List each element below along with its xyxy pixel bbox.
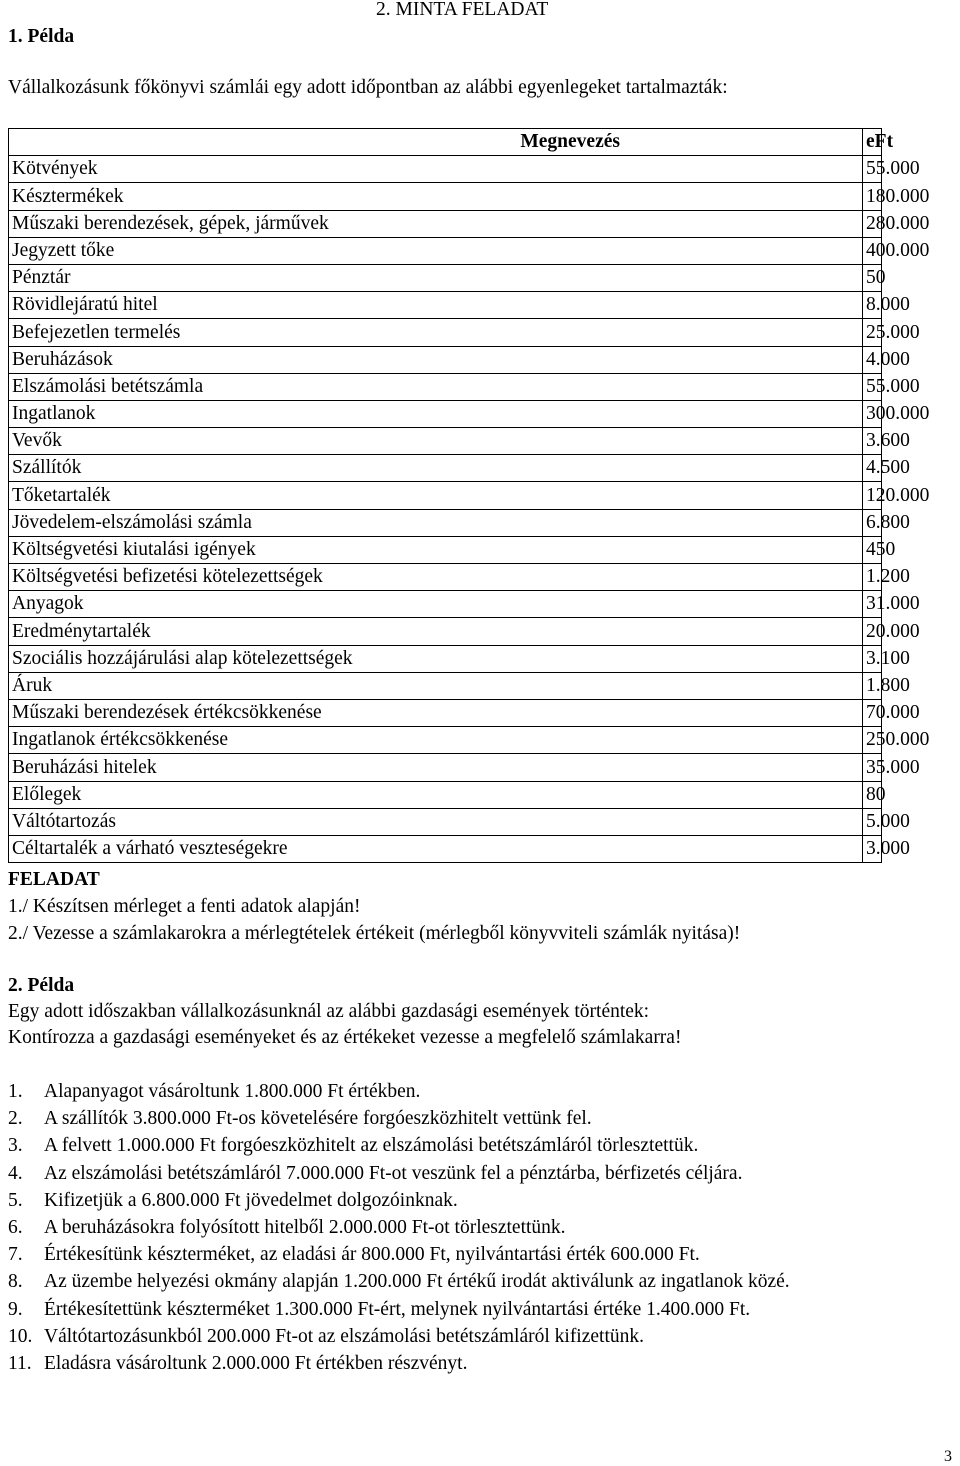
row-value: 35.000	[863, 754, 882, 781]
row-name: Kötvények	[9, 156, 863, 183]
table-row	[9, 319, 882, 346]
list-item	[8, 1241, 790, 1268]
row-value: 55.000	[863, 373, 882, 400]
example-2-heading: 2. Példa	[8, 975, 75, 996]
table-row	[9, 536, 882, 563]
event-text: Váltótartozásunkból 200.000 Ft-ot az elszámolási betétszámláról kifizettünk.	[44, 1325, 644, 1347]
table-row	[9, 455, 882, 482]
row-name: Pénztár	[9, 264, 863, 291]
table-row	[9, 645, 882, 672]
event-text: Eladásra vásároltunk 2.000.000 Ft értékben részvényt.	[44, 1352, 468, 1374]
row-name: Ingatlanok	[9, 400, 863, 427]
list-item	[8, 1078, 790, 1105]
row-value: 70.000	[863, 699, 882, 726]
row-name: Jegyzett tőke	[9, 237, 863, 264]
table-row	[9, 210, 882, 237]
event-number: 7.	[8, 1244, 23, 1266]
table-row	[9, 373, 882, 400]
row-name: Szállítók	[9, 455, 863, 482]
event-text: A beruházásokra folyósított hitelből 2.000.000 Ft-ot törlesztettünk.	[44, 1216, 566, 1238]
row-value: 55.000	[863, 156, 882, 183]
event-list	[8, 1078, 790, 1377]
row-name: Anyagok	[9, 591, 863, 618]
row-value: 250.000	[863, 727, 882, 754]
list-item	[8, 1160, 790, 1187]
row-name: Ingatlanok értékcsökkenése	[9, 727, 863, 754]
row-value: 300.000	[863, 400, 882, 427]
header-name: Megnevezés	[9, 129, 863, 156]
row-name: Beruházások	[9, 346, 863, 373]
row-name: Vevők	[9, 428, 863, 455]
list-item	[8, 1323, 790, 1350]
row-name: Jövedelem-elszámolási számla	[9, 509, 863, 536]
example-2-intro-2: Kontírozza a gazdasági eseményeket és az értékeket vezesse a megfelelő számlakarra!	[8, 1027, 682, 1048]
row-value: 1.200	[863, 564, 882, 591]
row-name: Rövidlejáratú hitel	[9, 292, 863, 319]
row-value: 1.800	[863, 672, 882, 699]
row-value: 6.800	[863, 509, 882, 536]
table-row	[9, 400, 882, 427]
minta-title: 2. MINTA FELADAT	[376, 0, 549, 20]
row-name: Áruk	[9, 672, 863, 699]
task-item-2: 2./ Vezesse a számlakarokra a mérlegtételek értékeit (mérlegből könyvviteli számlák nyitása)!	[8, 923, 741, 944]
table-row	[9, 618, 882, 645]
table-row	[9, 564, 882, 591]
row-value: 3.600	[863, 428, 882, 455]
table-row	[9, 835, 882, 862]
row-name: Tőketartalék	[9, 482, 863, 509]
table-row	[9, 727, 882, 754]
event-text: A szállítók 3.800.000 Ft-os követelésére forgóeszközhitelt vettünk fel.	[44, 1108, 592, 1130]
row-value: 280.000	[863, 210, 882, 237]
event-number: 10.	[8, 1325, 33, 1347]
row-value: 20.000	[863, 618, 882, 645]
row-value: 4.500	[863, 455, 882, 482]
task-title: FELADAT	[8, 869, 100, 890]
event-text: Az elszámolási betétszámláról 7.000.000 Ft-ot veszünk fel a pénztárba, bérfizetés céljára.	[44, 1162, 743, 1184]
event-number: 4.	[8, 1162, 23, 1184]
list-item	[8, 1214, 790, 1241]
row-value: 400.000	[863, 237, 882, 264]
event-number: 2.	[8, 1108, 23, 1130]
row-name: Műszaki berendezések értékcsökkenése	[9, 699, 863, 726]
row-name: Szociális hozzájárulási alap kötelezettségek	[9, 645, 863, 672]
event-number: 8.	[8, 1271, 23, 1293]
event-text: Értékesítettünk készterméket 1.300.000 Ft-ért, melynek nyilvántartási értéke 1.400.000 Ft.	[44, 1298, 751, 1320]
row-value: 80	[863, 781, 882, 808]
list-item	[8, 1132, 790, 1159]
row-value: 8.000	[863, 292, 882, 319]
task-item-1: 1./ Készítsen mérleget a fenti adatok alapján!	[8, 896, 361, 917]
table-row	[9, 591, 882, 618]
table-body	[9, 156, 930, 863]
table-row	[9, 237, 882, 264]
row-value: 450	[863, 536, 882, 563]
row-value: 25.000	[863, 319, 882, 346]
event-number: 9.	[8, 1298, 23, 1320]
table-row	[9, 156, 882, 183]
example-2-intro-1: Egy adott időszakban vállalkozásunknál az alábbi gazdasági események történtek:	[8, 1001, 650, 1022]
table-row	[9, 264, 882, 291]
list-item	[8, 1105, 790, 1132]
row-value: 5.000	[863, 808, 882, 835]
row-name: Eredménytartalék	[9, 618, 863, 645]
table-header-row	[9, 129, 882, 156]
header-value: eFt	[863, 129, 882, 156]
balance-table	[8, 128, 930, 863]
table-row	[9, 346, 882, 373]
row-name: Váltótartozás	[9, 808, 863, 835]
event-text: Az üzembe helyezési okmány alapján 1.200.000 Ft értékű irodát aktiválunk az ingatlanok közé.	[44, 1271, 790, 1293]
table-row	[9, 482, 882, 509]
table-row	[9, 781, 882, 808]
row-value: 3.000	[863, 835, 882, 862]
row-name: Céltartalék a várható veszteségekre	[9, 835, 863, 862]
table-row	[9, 428, 882, 455]
event-text: Értékesítünk készterméket, az eladási ár 800.000 Ft, nyilvántartási érték 600.000 Ft.	[44, 1244, 700, 1266]
row-value: 4.000	[863, 346, 882, 373]
row-name: Elszámolási betétszámla	[9, 373, 863, 400]
row-value: 31.000	[863, 591, 882, 618]
table-row	[9, 699, 882, 726]
table-row	[9, 808, 882, 835]
row-name: Költségvetési kiutalási igények	[9, 536, 863, 563]
event-text: Kifizetjük a 6.800.000 Ft jövedelmet dolgozóinknak.	[44, 1189, 458, 1211]
event-number: 5.	[8, 1189, 23, 1211]
list-item	[8, 1350, 790, 1377]
table-row	[9, 183, 882, 210]
list-item	[8, 1296, 790, 1323]
event-text: A felvett 1.000.000 Ft forgóeszközhitelt az elszámolási betétszámláról törlesztettük.	[44, 1135, 699, 1157]
row-value: 50	[863, 264, 882, 291]
example-1-heading: 1. Példa	[8, 26, 75, 47]
row-name: Befejezetlen termelés	[9, 319, 863, 346]
table-row	[9, 509, 882, 536]
row-value: 180.000	[863, 183, 882, 210]
table-row	[9, 672, 882, 699]
table-row	[9, 754, 882, 781]
row-name: Késztermékek	[9, 183, 863, 210]
row-name: Előlegek	[9, 781, 863, 808]
event-text: Alapanyagot vásároltunk 1.800.000 Ft értékben.	[44, 1081, 421, 1102]
row-value: 3.100	[863, 645, 882, 672]
table-row	[9, 292, 882, 319]
list-item	[8, 1268, 790, 1295]
event-number: 11.	[8, 1352, 32, 1374]
row-value: 120.000	[863, 482, 882, 509]
list-item	[8, 1187, 790, 1214]
event-number: 1.	[8, 1081, 23, 1102]
row-name: Műszaki berendezések, gépek, járművek	[9, 210, 863, 237]
page-number: 3	[944, 1448, 952, 1465]
intro-text: Vállalkozásunk főkönyvi számlái egy adott időpontban az alábbi egyenlegeket tartalmazták:	[8, 77, 728, 98]
event-number: 6.	[8, 1216, 23, 1238]
row-name: Költségvetési befizetési kötelezettségek	[9, 564, 863, 591]
event-number: 3.	[8, 1135, 23, 1157]
row-name: Beruházási hitelek	[9, 754, 863, 781]
